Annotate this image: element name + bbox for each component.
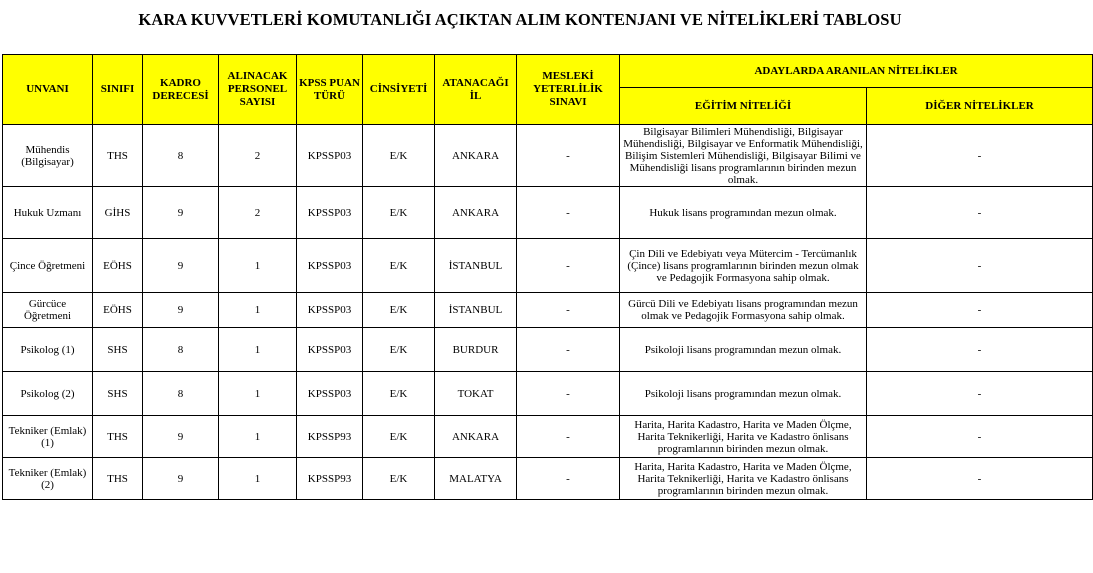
cell-cinsiyet: E/K <box>363 187 435 239</box>
header-alinacak-personel: ALINACAK PERSONEL SAYISI <box>219 55 297 125</box>
cell-personel-sayisi: 2 <box>219 187 297 239</box>
header-sinifi: SINIFI <box>93 55 143 125</box>
cell-kadro-derecesi: 9 <box>143 293 219 328</box>
table-row <box>3 328 1093 372</box>
header-kadro-derecesi: KADRO DERECESİ <box>143 55 219 125</box>
header-diger: DİĞER NİTELİKLER <box>867 88 1093 125</box>
page-title: KARA KUVVETLERİ KOMUTANLIĞI AÇIKTAN ALIM KONTENJANI VE NİTELİKLERİ TABLOSU <box>138 10 902 29</box>
header-atanacagi-il: ATANACAĞI İL <box>435 55 517 125</box>
cell-cinsiyet: E/K <box>363 239 435 293</box>
cell-mesleki: - <box>517 328 620 372</box>
cell-personel-sayisi: 1 <box>219 458 297 500</box>
cell-il: ANKARA <box>435 416 517 458</box>
cell-egitim: Çin Dili ve Edebiyatı veya Mütercim - Tercümanlık (Çince) lisans programlarının birinden mezun olmak ve Pedagojik Formasyona sahip olmak. <box>620 239 867 293</box>
cell-kadro-derecesi: 8 <box>143 328 219 372</box>
cell-cinsiyet: E/K <box>363 416 435 458</box>
cell-egitim: Gürcü Dili ve Edebiyatı lisans programından mezun olmak ve Pedagojik Formasyona sahip olmak. <box>620 293 867 328</box>
header-nitelikler: ADAYLARDA ARANILAN NİTELİKLER <box>620 55 1093 88</box>
cell-kpss: KPSSP03 <box>297 239 363 293</box>
cell-cinsiyet: E/K <box>363 125 435 187</box>
cell-sinifi: THS <box>93 458 143 500</box>
table-row <box>3 125 1093 187</box>
header-row <box>3 55 1093 88</box>
cell-mesleki: - <box>517 239 620 293</box>
cell-unvani: Psikolog (2) <box>3 372 93 416</box>
cell-unvani: Gürcüce Öğretmeni <box>3 293 93 328</box>
cell-diger: - <box>867 372 1093 416</box>
cell-mesleki: - <box>517 125 620 187</box>
cell-diger: - <box>867 293 1093 328</box>
cell-kpss: KPSSP03 <box>297 293 363 328</box>
table-row <box>3 372 1093 416</box>
cell-kpss: KPSSP93 <box>297 416 363 458</box>
cell-diger: - <box>867 187 1093 239</box>
cell-sinifi: SHS <box>93 328 143 372</box>
cell-personel-sayisi: 1 <box>219 328 297 372</box>
cell-unvani: Mühendis (Bilgisayar) <box>3 125 93 187</box>
cell-kadro-derecesi: 8 <box>143 372 219 416</box>
header-unvani: UNVANI <box>3 55 93 125</box>
cell-il: İSTANBUL <box>435 293 517 328</box>
header-kpss: KPSS PUAN TÜRÜ <box>297 55 363 125</box>
header-egitim: EĞİTİM NİTELİĞİ <box>620 88 867 125</box>
cell-mesleki: - <box>517 293 620 328</box>
cell-sinifi: GİHS <box>93 187 143 239</box>
cell-egitim: Psikoloji lisans programından mezun olmak. <box>620 328 867 372</box>
cell-il: MALATYA <box>435 458 517 500</box>
cell-kadro-derecesi: 9 <box>143 187 219 239</box>
cell-kpss: KPSSP03 <box>297 372 363 416</box>
cell-diger: - <box>867 125 1093 187</box>
cell-unvani: Tekniker (Emlak) (2) <box>3 458 93 500</box>
table-row <box>3 416 1093 458</box>
cell-cinsiyet: E/K <box>363 458 435 500</box>
cell-cinsiyet: E/K <box>363 372 435 416</box>
table-row <box>3 239 1093 293</box>
cell-il: TOKAT <box>435 372 517 416</box>
cell-personel-sayisi: 1 <box>219 239 297 293</box>
cell-kpss: KPSSP03 <box>297 328 363 372</box>
table-row <box>3 293 1093 328</box>
cell-egitim: Hukuk lisans programından mezun olmak. <box>620 187 867 239</box>
cell-kadro-derecesi: 9 <box>143 416 219 458</box>
table-row <box>3 458 1093 500</box>
cell-cinsiyet: E/K <box>363 293 435 328</box>
cell-egitim: Bilgisayar Bilimleri Mühendisliği, Bilgisayar Mühendisliği, Bilgisayar ve Enformatik Mühendisliği, Bilişim Sistemleri Mühendisliği, Bilgisayar Bilimi ve Mühendisliği lisans programlarının birinden mezun olmak. <box>620 125 867 187</box>
recruitment-table <box>2 54 1093 500</box>
cell-diger: - <box>867 416 1093 458</box>
header-mesleki: MESLEKİ YETERLİLİK SINAVI <box>517 55 620 125</box>
cell-unvani: Tekniker (Emlak) (1) <box>3 416 93 458</box>
cell-il: İSTANBUL <box>435 239 517 293</box>
cell-mesleki: - <box>517 187 620 239</box>
cell-kpss: KPSSP03 <box>297 125 363 187</box>
cell-il: ANKARA <box>435 125 517 187</box>
cell-il: BURDUR <box>435 328 517 372</box>
cell-kadro-derecesi: 8 <box>143 125 219 187</box>
cell-unvani: Hukuk Uzmanı <box>3 187 93 239</box>
cell-personel-sayisi: 2 <box>219 125 297 187</box>
cell-personel-sayisi: 1 <box>219 293 297 328</box>
cell-sinifi: THS <box>93 125 143 187</box>
header-cinsiyeti: CİNSİYETİ <box>363 55 435 125</box>
cell-kadro-derecesi: 9 <box>143 239 219 293</box>
cell-kpss: KPSSP03 <box>297 187 363 239</box>
cell-diger: - <box>867 458 1093 500</box>
cell-diger: - <box>867 239 1093 293</box>
cell-diger: - <box>867 328 1093 372</box>
cell-kpss: KPSSP93 <box>297 458 363 500</box>
cell-egitim: Psikoloji lisans programından mezun olmak. <box>620 372 867 416</box>
cell-mesleki: - <box>517 372 620 416</box>
cell-egitim: Harita, Harita Kadastro, Harita ve Maden Ölçme, Harita Teknikerliği, Harita ve Kadastro önlisans programlarının birinden mezun olmak. <box>620 458 867 500</box>
cell-personel-sayisi: 1 <box>219 416 297 458</box>
cell-sinifi: SHS <box>93 372 143 416</box>
cell-cinsiyet: E/K <box>363 328 435 372</box>
cell-il: ANKARA <box>435 187 517 239</box>
cell-personel-sayisi: 1 <box>219 372 297 416</box>
cell-sinifi: EÖHS <box>93 239 143 293</box>
table-row <box>3 187 1093 239</box>
cell-mesleki: - <box>517 416 620 458</box>
cell-unvani: Psikolog (1) <box>3 328 93 372</box>
cell-kadro-derecesi: 9 <box>143 458 219 500</box>
cell-sinifi: EÖHS <box>93 293 143 328</box>
cell-sinifi: THS <box>93 416 143 458</box>
cell-egitim: Harita, Harita Kadastro, Harita ve Maden Ölçme, Harita Teknikerliği, Harita ve Kadastro önlisans programlarının birinden mezun olmak. <box>620 416 867 458</box>
cell-mesleki: - <box>517 458 620 500</box>
cell-unvani: Çince Öğretmeni <box>3 239 93 293</box>
